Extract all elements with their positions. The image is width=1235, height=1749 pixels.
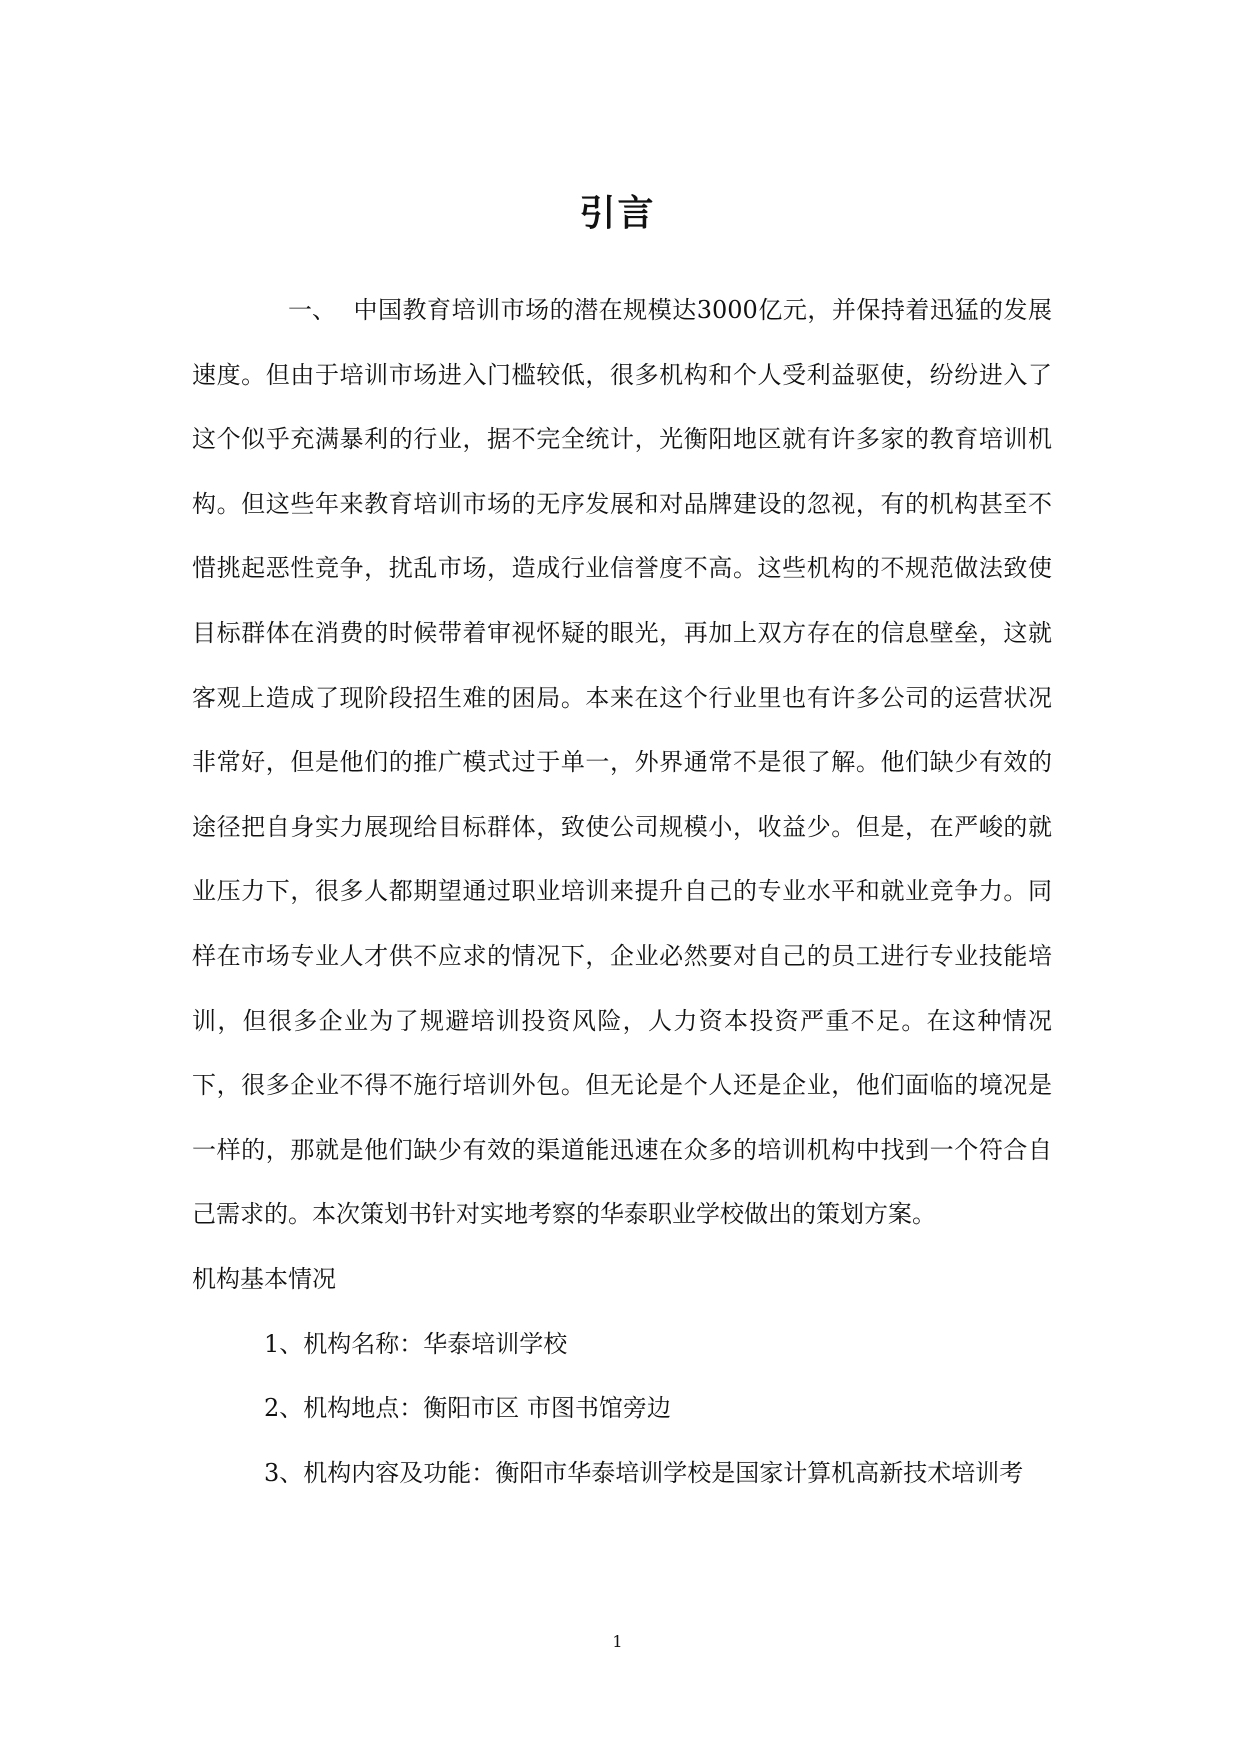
list-item-location: 2、机构地点：衡阳市区 市图书馆旁边 <box>264 1394 671 1423</box>
list-item-name: 1、机构名称：华泰培训学校 <box>264 1329 568 1358</box>
section-heading: 机构基本情况 <box>192 1264 336 1293</box>
section-number: 一、 <box>288 296 336 324</box>
intro-paragraph-text: 中国教育培训市场的潜在规模达3000亿元，并保持着迅猛的发展速度。但由于培训市场进入门槛较低，很多机构和个人受利益驱使，纷纷进入了这个似乎充满暴利的行业，据不完全统计，光衡阳地区就有许多家的教育培训机构。但这些年来教育培训市场的无序发展和对品牌建设的忽视，有的机构甚至不惜挑起恶性竞争，扰乱市场，造成行业信誉度不高。这些机构的不规范做法致使目标群体在消费的时候带着审视怀疑的眼光，再加上双方存在的信息壁垒，这就客观上造成了现阶段招生难的困局。本来在这个行业里也有许多公司的运营状况非常好，但是他们的推广模式过于单一，外界通常不是很了解。他们缺少有效的途径把自身实力展现给目标群体，致使公司规模小，收益少。但是，在严峻的就业压力下，很多人都期望通过职业培训来提升自己的专业水平和就业竞争力。同样在市场专业人才供不应求的情况下，企业必然要对自己的员工进行专业技能培训，但很多企业为了规避培训投资风险，人力资本投资严重不足。在这种情况下，很多企业不得不施行培训外包。但无论是个人还是企业，他们面临的境况是一样的，那就是他们缺少有效的渠道能迅速在众多的培训机构中找到一个符合自己需求的。本次策划书针对实地考察的华泰职业学校做出的策划方案。 <box>192 296 1052 1229</box>
page-number: 1 <box>612 1632 623 1651</box>
intro-paragraph <box>192 278 1052 1247</box>
document-title: 引言 <box>579 192 656 234</box>
list-item-content: 3、机构内容及功能：衡阳市华泰培训学校是国家计算机高新技术培训考 <box>264 1458 1024 1487</box>
document-body <box>192 278 1052 1505</box>
